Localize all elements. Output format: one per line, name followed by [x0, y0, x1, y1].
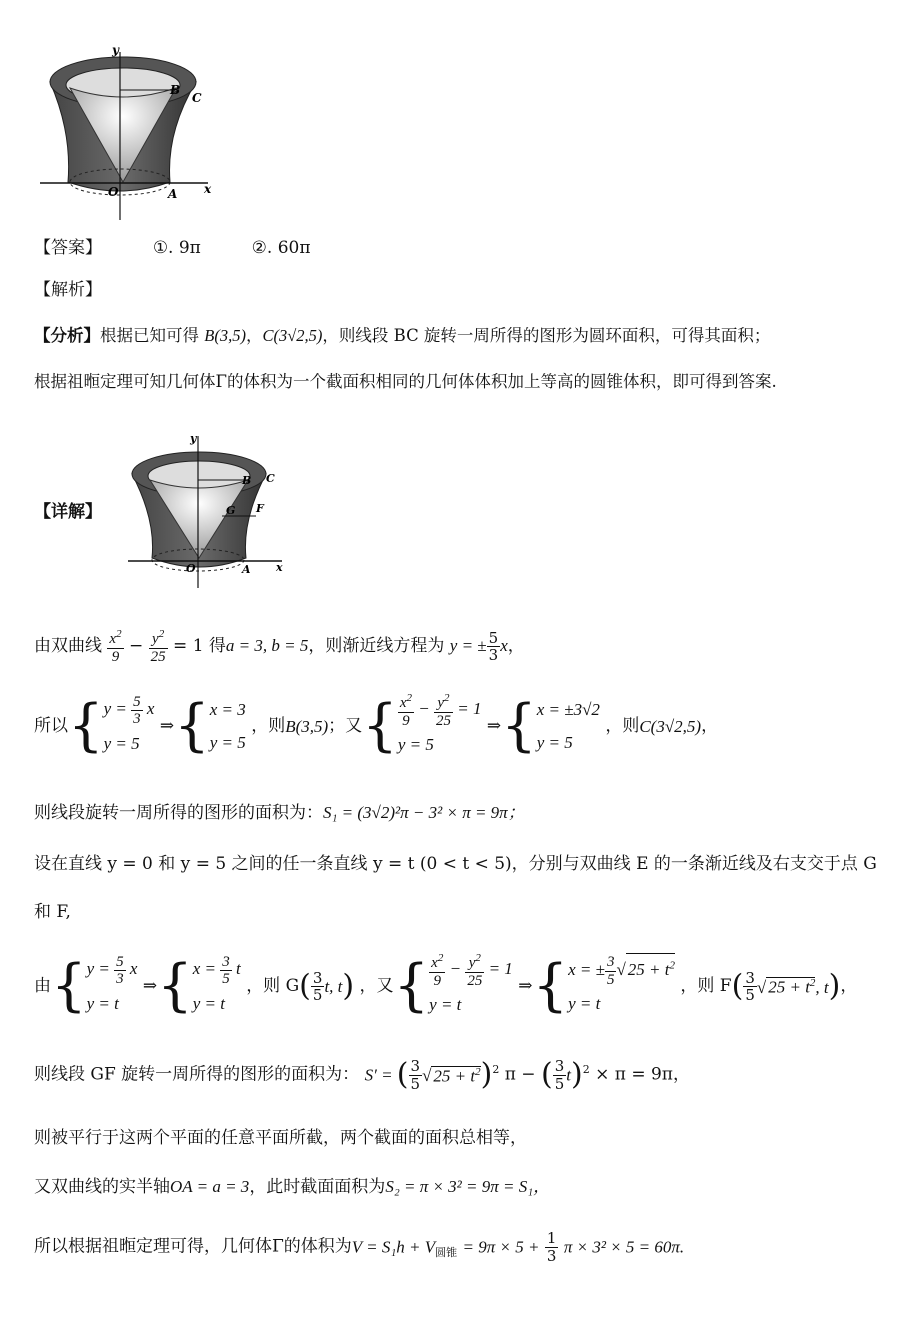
step-6-tail: × π = 9π， [595, 1064, 690, 1085]
answer-tag: 【答案】 [34, 238, 102, 258]
step-5-pre: 由 [34, 976, 51, 997]
step-6-pre: 则线段 GF 旋转一周所得的图形的面积为： [34, 1064, 360, 1085]
fenxi-text-1: 根据已知可得 [100, 326, 199, 345]
fig2-label-b: B [242, 474, 252, 487]
step-9 [34, 1230, 684, 1264]
step-1-ab: a = 3, b = 5 [225, 636, 309, 655]
step-8 [34, 1178, 550, 1196]
fenxi-point-c: C(3√2,5) [262, 326, 323, 345]
fig1-label-c: C [192, 91, 202, 105]
step-5-you: ，又 [359, 976, 394, 997]
step-9-pre: 所以根据祖暅定理可得，几何体Γ的体积为 [34, 1236, 352, 1257]
step-3 [34, 804, 525, 822]
fenxi-sep: ， [245, 326, 263, 345]
step-8-pre: 又双曲线的实半轴 [34, 1177, 170, 1197]
figure-1 [36, 42, 226, 222]
step-2: 所以{y = $\frac{5}{3}$ x y = 5 ⇒{x = 3 y = 5 ，则B(3,5)；又{ $\frac{x^2}{9}$ − $\frac{y^2}{25}$ = 1 y = 5 ⇒{x = ±3√2 y = 5 ，则C(3√2,5)， [34, 692, 719, 759]
fig1-label-a: A [168, 187, 178, 201]
step-3-eq: S₁ = (3√2)²π − 3² × π = 9π； [323, 803, 525, 822]
fenxi-tag: 【分析】 [34, 326, 100, 345]
fig2-label-x: x [276, 561, 283, 574]
fig1-label-b: B [170, 83, 181, 97]
step-2-then: ，则 [251, 716, 286, 737]
step-1-post: ，则渐近线方程为 [308, 636, 445, 656]
step-5: 由{y = $\frac{5}{3}$ x y = t ⇒{x = $\frac{3}{5}$ t y = t ，则 G( $\frac{3}{5}$ t, t) ，又{ $\frac{x^2}{9}$ − $\frac{y^2}{25}$ = 1 y = t ⇒{x = ± $\frac{3}{5}$ √ $25 + t^2$ y = t ，则 F( $\frac{3}{5}$ √ $25 + t^2$, t)， [34, 952, 858, 1019]
fig1-label-x: x [204, 182, 212, 196]
frac-y2-25: $\frac{y^2}{25}$ [150, 628, 166, 665]
figure-2 [126, 430, 294, 590]
analysis-tag: 【解析】 [34, 280, 102, 300]
fig2-label-y: y [190, 432, 197, 445]
step-4-line-1: 设在直线 y = 0 和 y = 5 之间的任一条直线 y = t (0 < t < 5)，分别与双曲线 E 的一条渐近线及右支交于点 G [34, 854, 877, 874]
step-4-line-2: 和 F, [34, 902, 71, 922]
step-9-sub: 圆锥 [435, 1245, 458, 1259]
fenxi-line-2: 根据祖暅定理可知几何体Γ的体积为一个截面积相同的几何体体积加上等高的圆锥体积，即可得到答案. [34, 372, 777, 391]
fenxi-text-2: ，则线段 BC 旋转一周所得的图形为圆环面积，可得其面积； [322, 326, 771, 345]
step-1-eq: y = ± [449, 636, 487, 655]
step-6: 则线段 GF 旋转一周所得的图形的面积为： S′ = ( $\frac{3}{5}$ √ $25 + t^2)^2$ π − ( $\frac{3}{5}$ t)$^2$ × π = 9π， [34, 1057, 690, 1093]
fenxi-line-1 [34, 328, 770, 345]
step-7: 则被平行于这两个平面的任意平面所截，两个截面的面积总相等， [34, 1128, 527, 1148]
step-9-eq-c: π × 3² × 5 = 60π. [563, 1237, 685, 1257]
fig2-label-o: O [186, 562, 196, 575]
frac-1-3: $\frac{1}{3}$ [546, 1229, 557, 1265]
fig2-label-g: G [226, 504, 236, 517]
step-9-eq-b: = 9π × 5 + [462, 1237, 540, 1257]
fenxi-point-b: B(3,5) [204, 326, 246, 345]
fig2-label-c: C [266, 472, 275, 485]
step-8-eq-2: S₂ = π × 3² = 9π = S₁， [385, 1177, 551, 1196]
answer-item-2: ②. 60π [251, 238, 311, 258]
step-5-g: ，则 G [246, 976, 300, 997]
answer-line [34, 240, 311, 257]
step-1-mid: 得 [208, 636, 226, 656]
fig1-label-o: O [108, 185, 119, 199]
step-5-f: ，则 F [680, 976, 732, 997]
answer-item-1: ①. 9π [152, 238, 201, 258]
step-8-eq: OA = a = 3 [170, 1177, 250, 1196]
step-2-pre: 所以 [34, 716, 68, 737]
fig2-label-a: A [242, 563, 251, 576]
fig2-label-f: F [256, 502, 264, 515]
step-8-mid: ，此时截面面积为 [249, 1177, 386, 1197]
step-2-you: ；又 [328, 716, 363, 737]
fig1-label-y: y [112, 43, 119, 57]
frac-5-3: $\frac{5}{3}$ [488, 628, 499, 664]
step-1-pre: 由双曲线 [34, 636, 102, 656]
step-3-pre: 则线段旋转一周所得的图形的面积为： [34, 803, 323, 823]
step-2-c: C(3√2,5) [639, 717, 702, 737]
frac-x2-9: $\frac{x^2}{9}$ [109, 628, 122, 665]
step-9-eq-a: V = S₁h + V [351, 1237, 436, 1257]
step-1: 由双曲线 $\frac{x^2}{9}$ − $\frac{y^2}{25}$ = 1 得a = 3, b = 5，则渐近线方程为 y = ± $\frac{5}{3}$ x， [34, 628, 525, 665]
xiangjie-tag: 【详解】 [34, 502, 102, 522]
step-2-b: B(3,5) [285, 717, 329, 737]
